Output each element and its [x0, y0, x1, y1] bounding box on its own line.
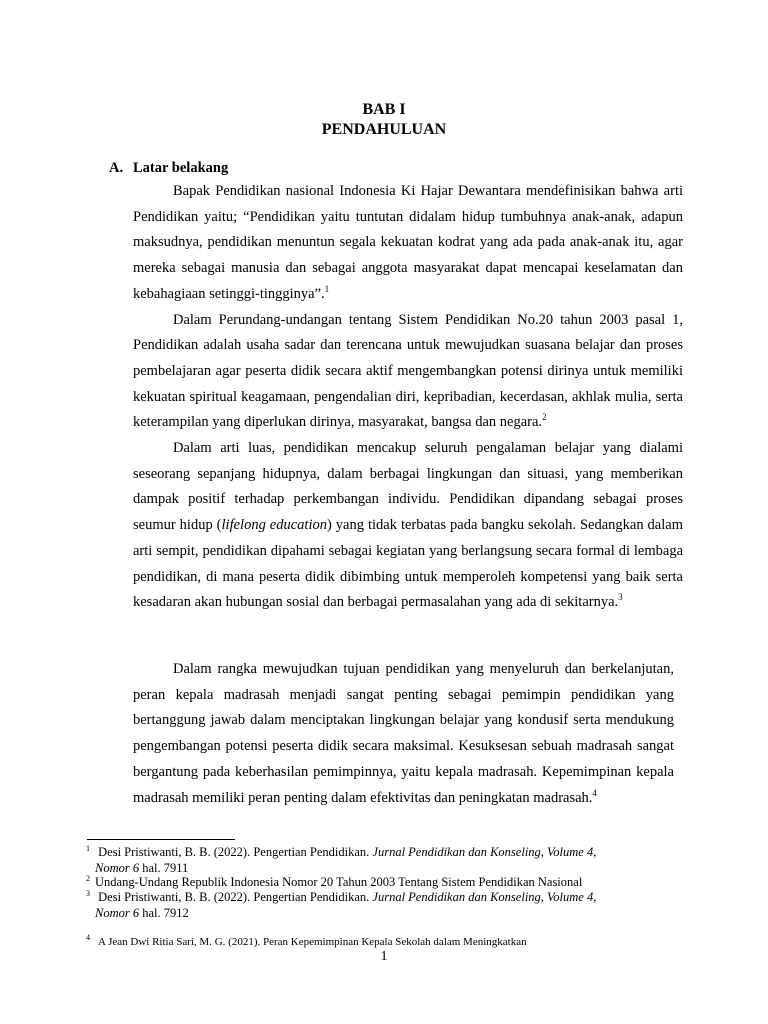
footnote-text: Desi Pristiwanti, B. B. (2022). Pengertian Pendidikan.	[98, 890, 373, 904]
chapter-title: PENDAHULUAN	[321, 121, 447, 138]
section-title: Latar belakang	[133, 160, 229, 176]
paragraph	[133, 657, 674, 811]
footnote-text: Undang-Undang Republik Indonesia Nomor 20 Tahun 2003 Tentang Sistem Pendidikan Nasional	[95, 875, 583, 889]
italic-term: lifelong education	[221, 517, 327, 534]
paragraph	[133, 179, 683, 308]
paragraph-text: Bapak Pendidikan nasional Indonesia Ki Hajar Dewantara mendefinisikan bahwa arti Pendidikan yaitu; “Pendidikan yaitu tuntutan didalam hidup tumbuhnya anak-anak, adapun maksudnya, pendidikan menuntun segala kekuatan kodrat yang ada pada anak-anak itu, agar mereka sebagai manusia dan sebagai anggota masyarakat dapat mencapai keselamatan dan kebahagiaan setinggi-tingginya”.	[133, 183, 683, 302]
section-letter: A.	[109, 160, 124, 176]
footnote: 4 A Jean Dwi Ritia Sari, M. G. (2021). Peran Kepemimpinan Kepala Sekolah dalam Meningkatkan	[86, 933, 527, 948]
footnote: 1 Desi Pristiwanti, B. B. (2022). Pengertian Pendidikan. Jurnal Pendidikan dan Konseling, Volume 4, Nomor 6 hal. 7911	[86, 844, 597, 875]
footnote-ref: 1	[324, 283, 330, 294]
paragraph-text: Dalam rangka mewujudkan tujuan pendidikan yang menyeluruh dan berkelanjutan, peran kepala madrasah menjadi sangat penting sebagai pemimpin pendidikan yang bertanggung jawab dalam menciptakan lingkungan belajar yang kondusif serta mendukung pengembangan potensi peserta didik secara maksimal. Kesuksesan sebuah madrasah sangat bergantung pada keberhasilan pemimpinnya, yaitu kepala madrasah. Kepemimpinan kepala madrasah memiliki peran penting dalam efektivitas dan peningkatan madrasah.	[133, 661, 674, 806]
paragraph	[133, 308, 683, 437]
footnote-text: Desi Pristiwanti, B. B. (2022). Pengertian Pendidikan.	[98, 845, 373, 859]
footnote-issue: Nomor 6	[95, 906, 140, 920]
footnote-separator	[87, 839, 235, 840]
section-heading	[109, 158, 228, 178]
footnote-journal: Jurnal Pendidikan dan Konseling, Volume 4,	[372, 890, 597, 904]
footnote-pages: hal. 7912	[139, 906, 189, 920]
paragraph-text: ) yang tidak terbatas pada bangku sekolah. Sedangkan dalam arti sempit, pendidikan dipahami sebagai kegiatan yang berlangsung secara formal di lembaga pendidikan, di mana peserta didik dibimbing untuk memperoleh kompetensi yang baik serta kesadaran akan hubungan sosial dan berbagai permasalahan yang ada di sekitarnya.	[133, 517, 683, 611]
chapter-number: BAB I	[362, 101, 406, 118]
footnote: 2 Undang-Undang Republik Indonesia Nomor 20 Tahun 2003 Tentang Sistem Pendidikan Nasional	[86, 874, 583, 889]
footnote-issue: Nomor 6	[95, 861, 140, 875]
footnote-ref: 3	[618, 592, 623, 603]
footnote-pages: hal. 7911	[139, 861, 189, 875]
page-number: 1	[380, 949, 388, 964]
body-text-continued	[133, 657, 674, 811]
footnote-journal: Jurnal Pendidikan dan Konseling, Volume 4,	[372, 845, 597, 859]
paragraph-text: Dalam Perundang-undangan tentang Sistem Pendidikan No.20 tahun 2003 pasal 1, Pendidikan adalah usaha sadar dan terencana untuk mewujudkan suasana belajar dan proses pembelajaran agar peserta didik secara aktif mengembangkan potensi dirinya untuk memiliki kekuatan spiritual keagamaan, pengendalian diri, kepribadian, kecerdasan, akhlak mulia, serta keterampilan yang diperlukan dirinya, masyarakat, bangsa dan negara.	[133, 311, 683, 431]
footnote-ref: 2	[542, 412, 547, 423]
footnote-text: A Jean Dwi Ritia Sari, M. G. (2021). Peran Kepemimpinan Kepala Sekolah dalam Meningkatkan	[98, 936, 527, 948]
footnote: 3 Desi Pristiwanti, B. B. (2022). Pengertian Pendidikan. Jurnal Pendidikan dan Konseling, Volume 4, Nomor 6 hal. 7912	[86, 889, 597, 920]
body-text	[133, 179, 683, 616]
paragraph	[133, 436, 683, 616]
paragraph-text: Dalam arti luas, pendidikan mencakup seluruh pengalaman belajar yang dialami seseorang sepanjang hidupnya, dalam berbagai lingkungan dan situasi, yang memberikan dampak positif terhadap perkembangan individu. Pendidikan dipandang sebagai proses seumur hidup (	[133, 440, 683, 534]
footnote-ref: 4	[592, 787, 597, 798]
